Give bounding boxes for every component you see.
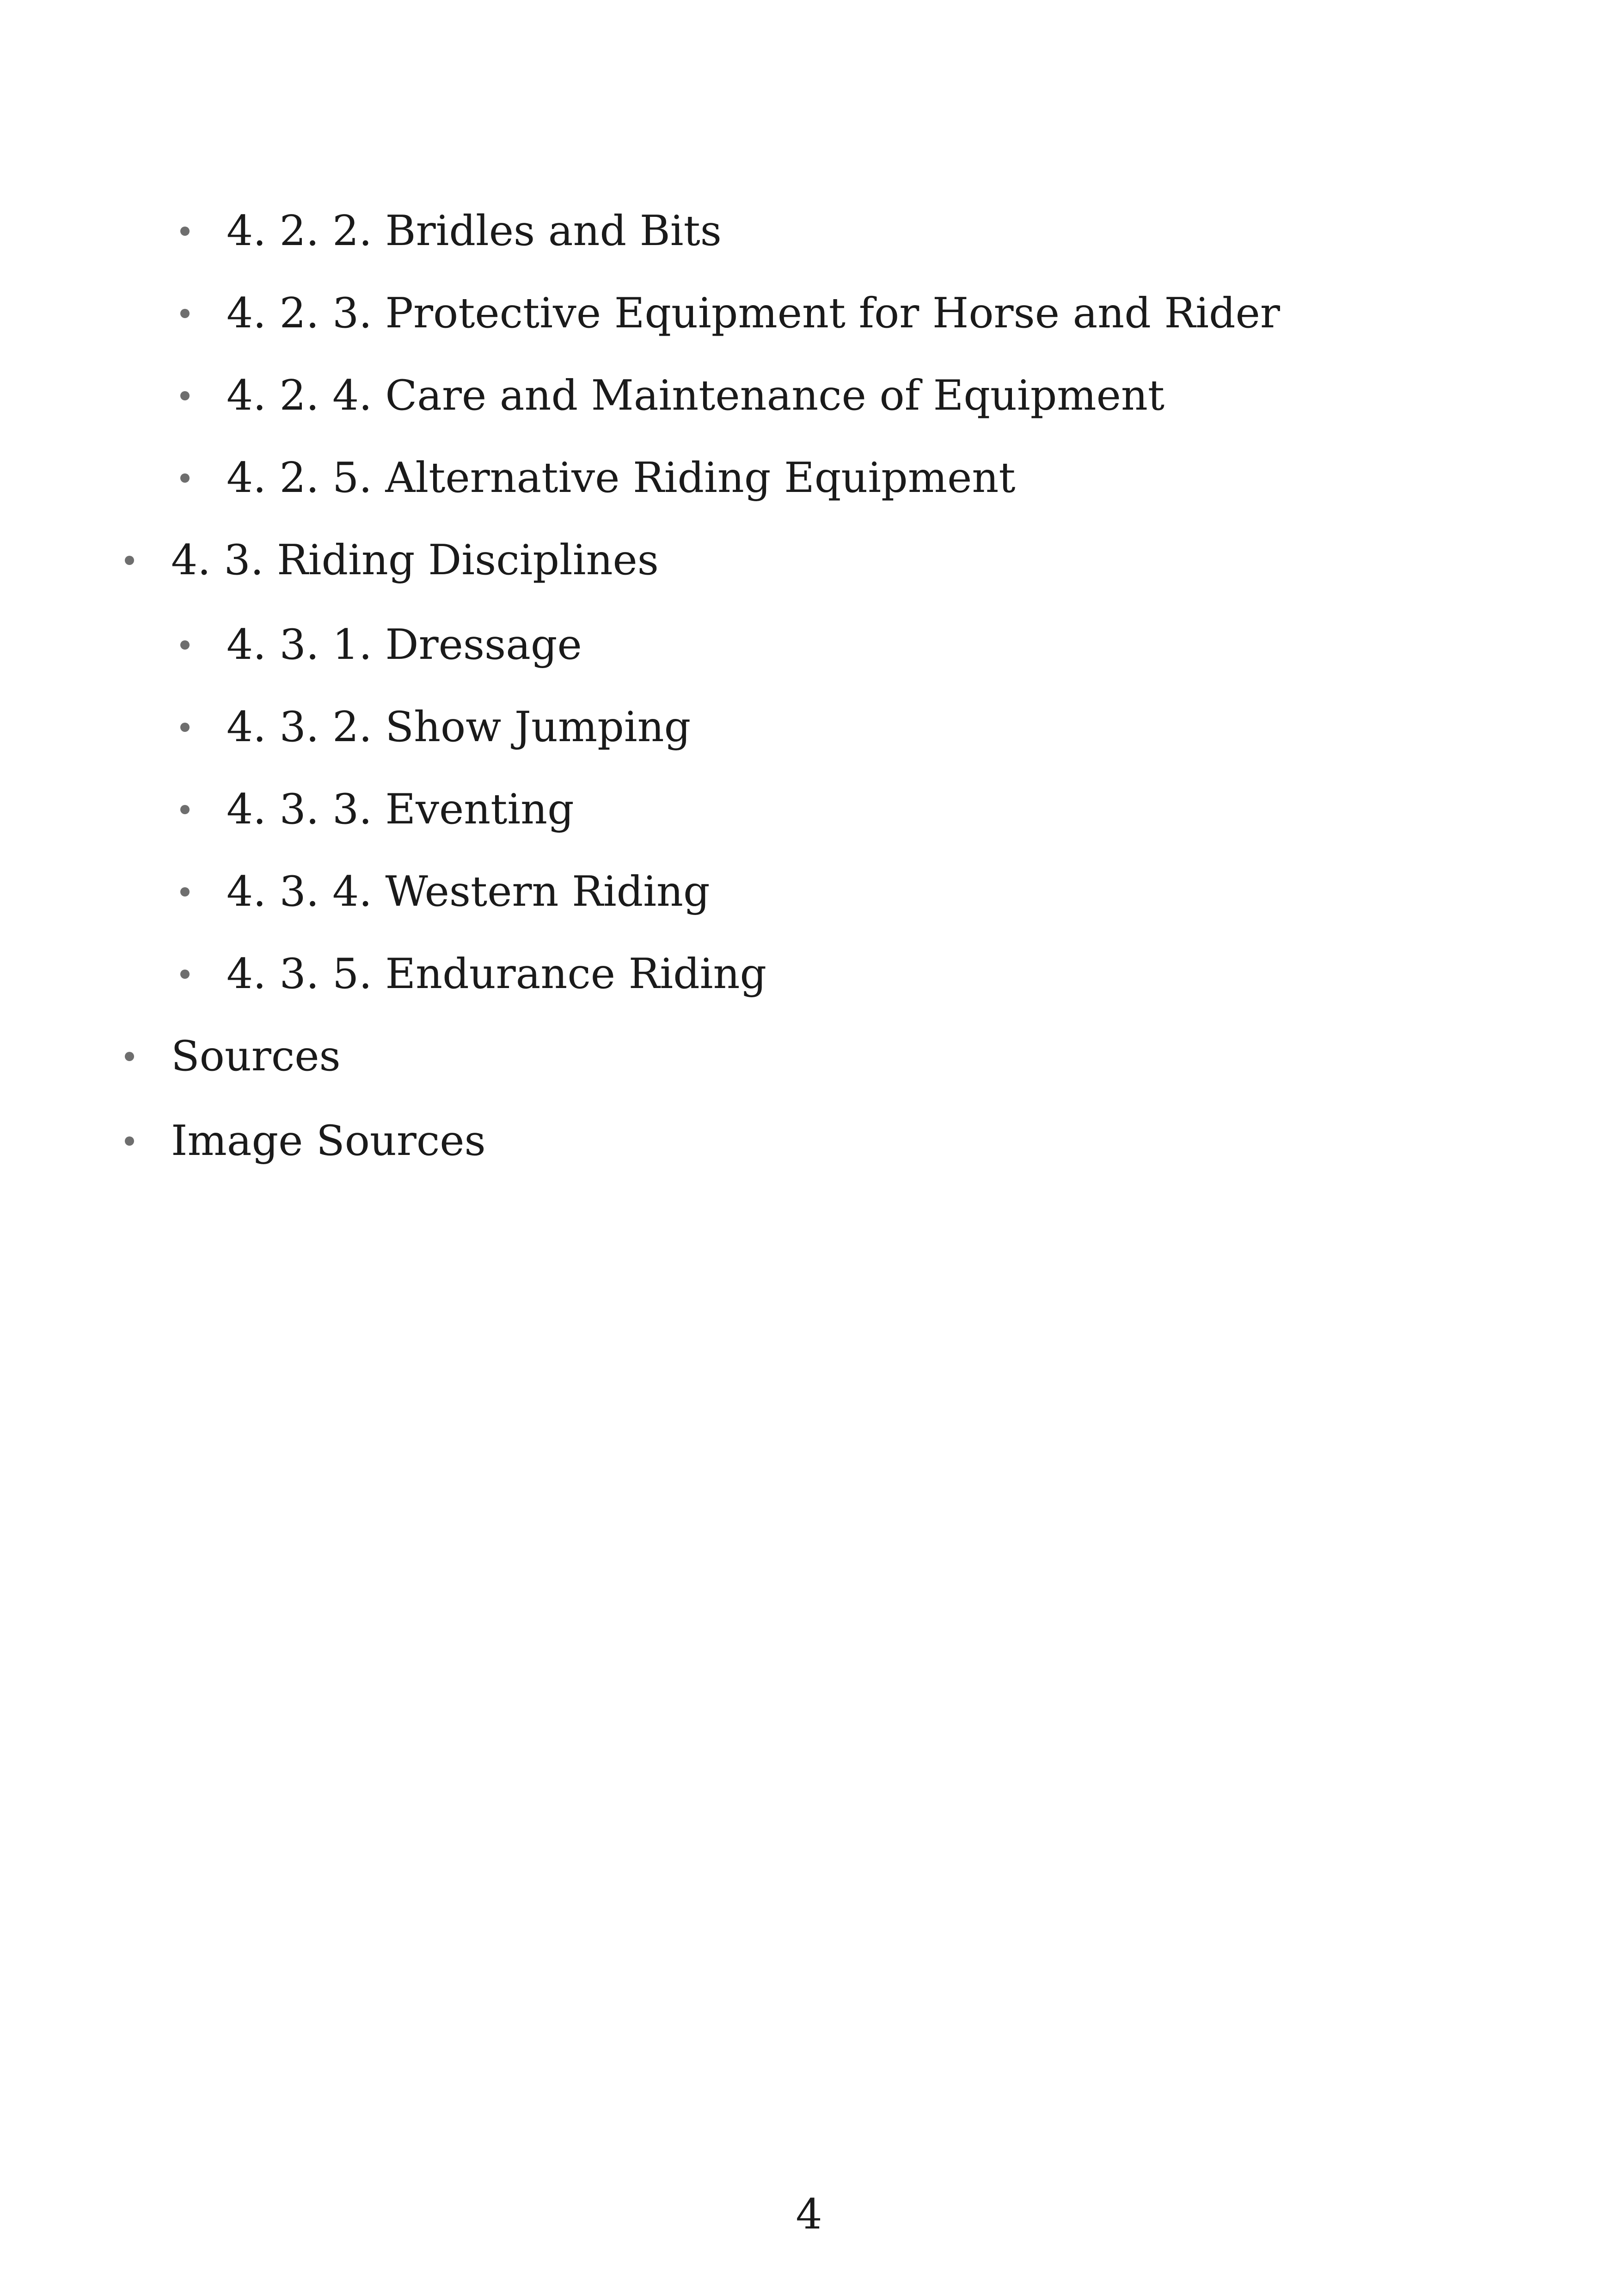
toc-entry-label: 4. 2. 5. Alternative Riding Equipment: [227, 454, 1016, 502]
toc-entry-label: Image Sources: [171, 1117, 486, 1165]
bullet-icon: [180, 970, 190, 979]
bullet-icon: [180, 473, 190, 483]
toc-entry-dressage[interactable]: [180, 613, 582, 677]
toc-entry-show-jumping[interactable]: [180, 695, 691, 760]
toc-entry-endurance-riding[interactable]: [180, 942, 766, 1007]
toc-entry-alternative-riding-equipment[interactable]: [180, 446, 1015, 510]
toc-entry-label: Sources: [171, 1032, 341, 1080]
bullet-icon: [180, 723, 190, 732]
toc-entry-protective-equipment[interactable]: [180, 281, 1280, 346]
toc-entry-bridles-and-bits[interactable]: [180, 199, 722, 264]
toc-entry-label: 4. 3. Riding Disciplines: [171, 536, 659, 584]
bullet-icon: [125, 1136, 134, 1146]
toc-entry-western-riding[interactable]: [180, 859, 710, 924]
bullet-icon: [180, 805, 190, 814]
toc-entry-label: 4. 3. 3. Eventing: [227, 785, 574, 834]
bullet-icon: [180, 309, 190, 318]
bullet-icon: [125, 556, 134, 565]
bullet-icon: [180, 887, 190, 896]
toc-entry-eventing[interactable]: [180, 777, 574, 842]
toc-entry-label: 4. 3. 1. Dressage: [227, 620, 582, 669]
toc-entry-label: 4. 2. 3. Protective Equipment for Horse and Rider: [227, 289, 1280, 338]
toc-entry-riding-disciplines[interactable]: [125, 528, 659, 593]
bullet-icon: [180, 391, 190, 400]
toc-entry-care-and-maintenance[interactable]: [180, 363, 1164, 428]
bullet-icon: [180, 640, 190, 650]
toc-entry-label: 4. 3. 5. Endurance Riding: [227, 950, 767, 998]
toc-entry-label: 4. 2. 2. Bridles and Bits: [227, 207, 722, 255]
toc-entry-sources[interactable]: [125, 1024, 341, 1089]
bullet-icon: [125, 1052, 134, 1061]
toc-entry-image-sources[interactable]: [125, 1109, 486, 1173]
toc-entry-label: 4. 2. 4. Care and Maintenance of Equipment: [227, 371, 1165, 420]
page-number: 4: [796, 2190, 822, 2239]
toc-entry-label: 4. 3. 2. Show Jumping: [227, 703, 691, 751]
toc-entry-label: 4. 3. 4. Western Riding: [227, 867, 710, 916]
bullet-icon: [180, 227, 190, 236]
